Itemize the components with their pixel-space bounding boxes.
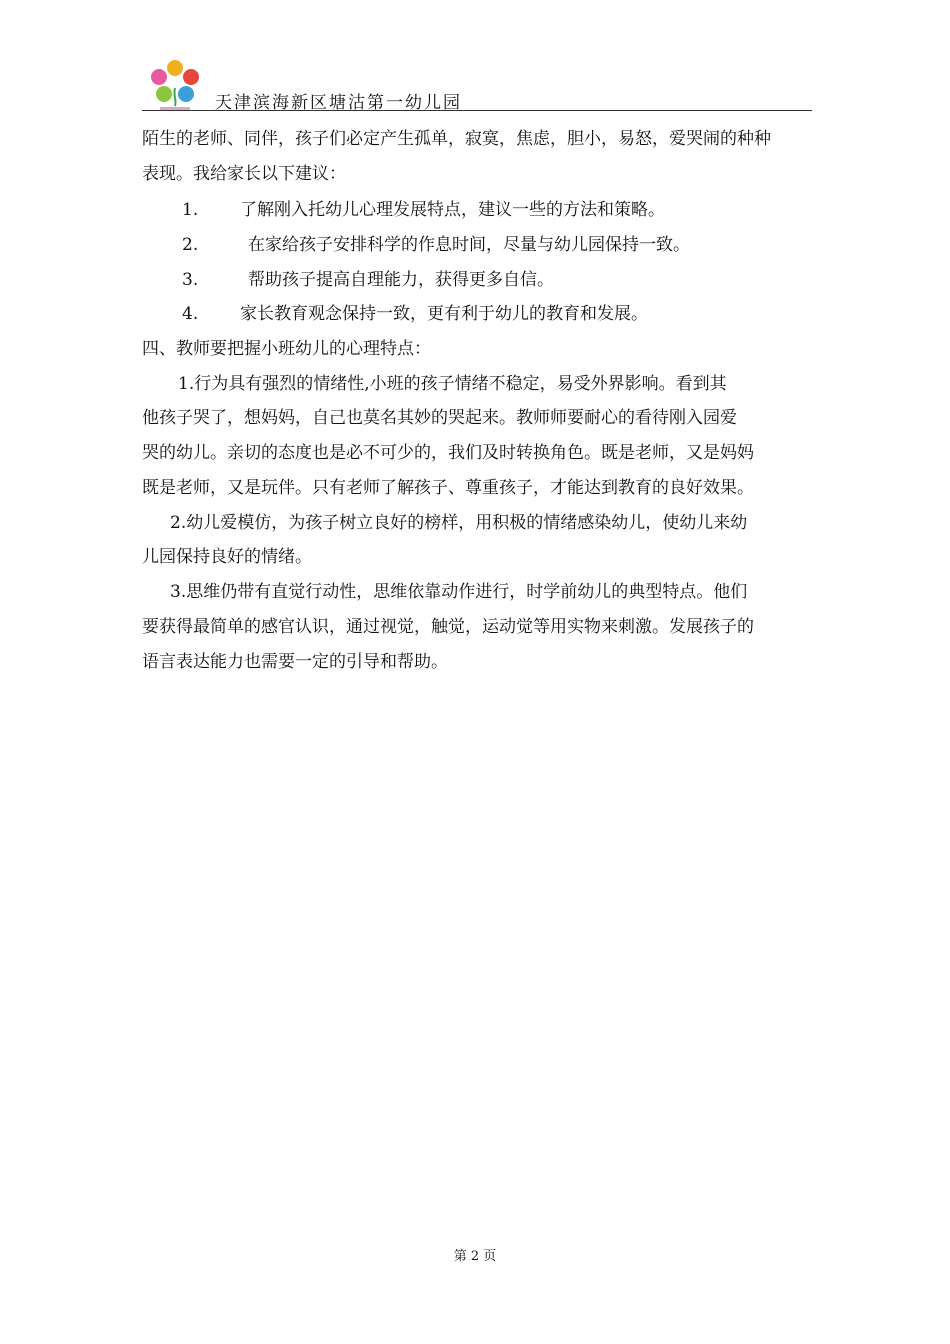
kindergarten-logo-icon: [146, 58, 204, 112]
page-number: 第 2 页: [453, 1249, 497, 1264]
list-item-number: 1.: [182, 200, 199, 220]
list-item-number: 4.: [182, 304, 199, 324]
list-item-text: 家长教育观念保持一致，更有利于幼儿的教育和发展。: [240, 304, 648, 324]
paragraph-line: 表现。我给家长以下建议：: [142, 164, 346, 184]
paragraph-line: 陌生的老师、同伴，孩子们必定产生孤单，寂寞，焦虑，胆小，易怒，爱哭闹的种种: [142, 129, 771, 149]
list-item: [182, 193, 665, 227]
page-header: [142, 56, 812, 111]
paragraph-line: 语言表达能力也需要一定的引导和帮助。: [142, 652, 448, 672]
list-item-text: 帮助孩子提高自理能力，获得更多自信。: [248, 270, 554, 290]
paragraph-line: 2.幼儿爱模仿，为孩子树立良好的榜样，用积极的情绪感染幼儿，使幼儿来幼: [170, 513, 748, 533]
list-item-text: 了解刚入托幼儿心理发展特点，建议一些的方法和策略。: [240, 200, 665, 220]
paragraph-line: 3.思维仍带有直觉行动性，思维依靠动作进行，时学前幼儿的典型特点。他们: [170, 582, 748, 602]
list-item-number: 2.: [182, 235, 199, 255]
paragraph-line: 1.行为具有强烈的情绪性,小班的孩子情绪不稳定，易受外界影响。看到其: [178, 374, 727, 394]
header-divider: [142, 110, 812, 111]
paragraph-line: 哭的幼儿。亲切的态度也是必不可少的，我们及时转换角色。既是老师，又是妈妈: [142, 443, 754, 463]
section-heading: 四、教师要把握小班幼儿的心理特点：: [142, 339, 431, 359]
paragraph-line: 儿园保持良好的情绪。: [142, 547, 312, 567]
list-item-number: 3.: [182, 270, 199, 290]
paragraph-line: 既是老师，又是玩伴。只有老师了解孩子、尊重孩子，才能达到教育的良好效果。: [142, 478, 754, 498]
school-name: 天津滨海新区塘沽第一幼儿园: [215, 93, 462, 113]
list-item: [182, 228, 690, 262]
list-item: [182, 297, 648, 331]
list-item: [182, 263, 554, 297]
list-item-text: 在家给孩子安排科学的作息时间，尽量与幼儿园保持一致。: [248, 235, 690, 255]
paragraph-line: 他孩子哭了，想妈妈，自己也莫名其妙的哭起来。教师师要耐心的看待刚入园爱: [142, 408, 737, 428]
paragraph-line: 要获得最简单的感官认识，通过视觉，触觉，运动觉等用实物来刺激。发展孩子的: [142, 617, 754, 637]
